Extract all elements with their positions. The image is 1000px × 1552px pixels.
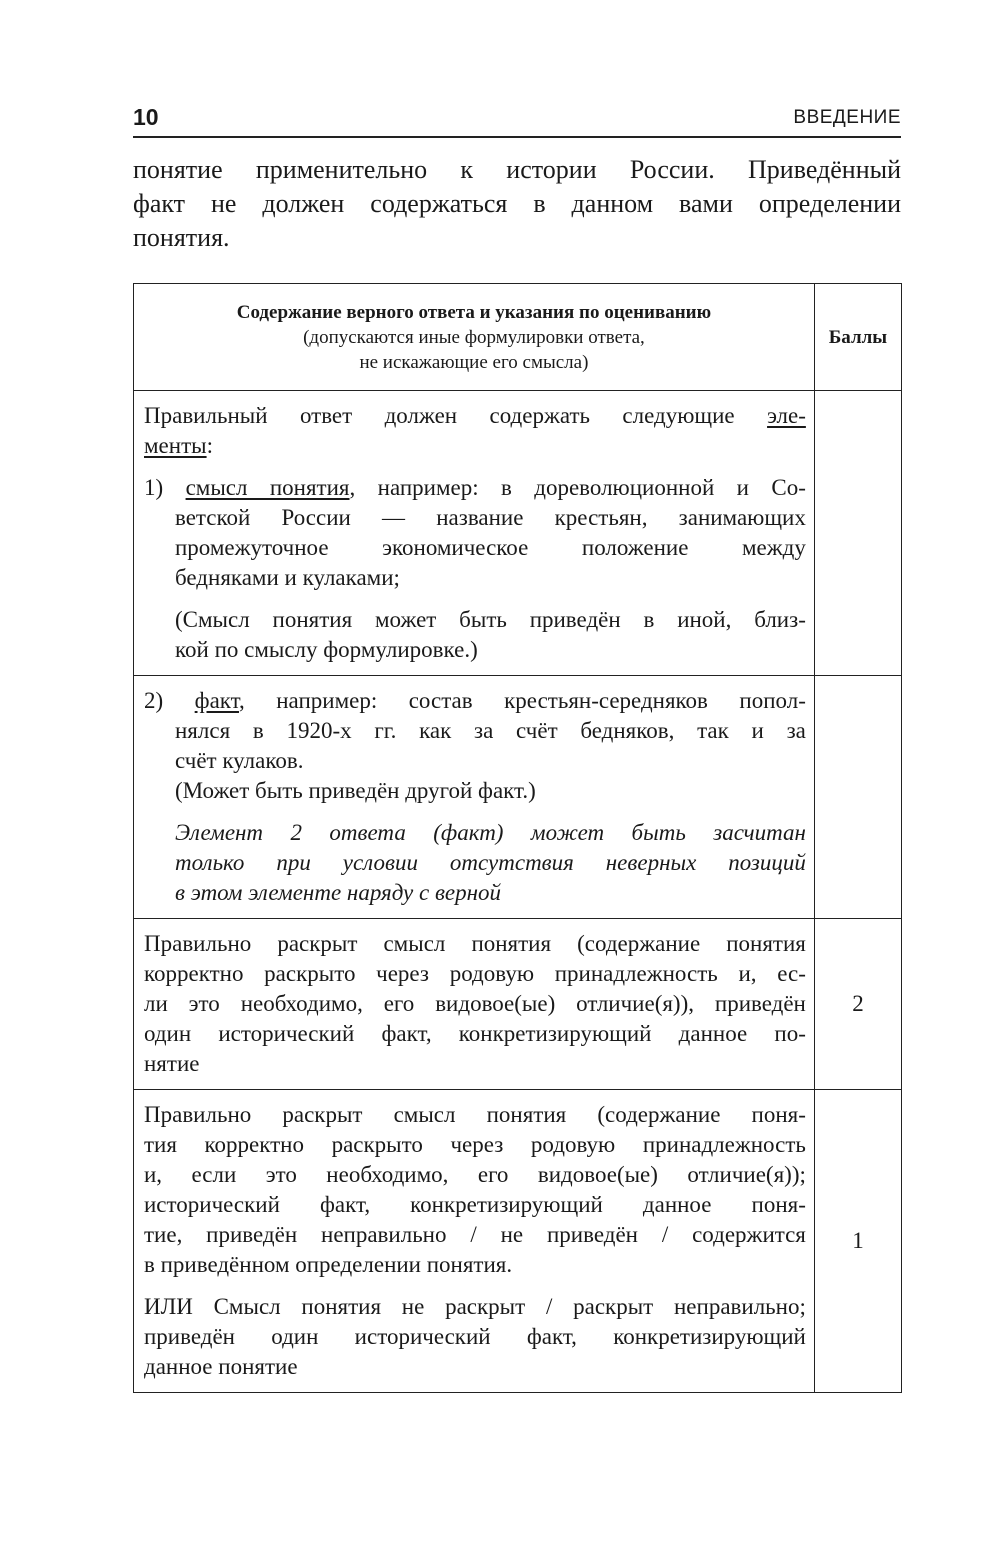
text-line: 2) факт, например: состав крестьян-середняков попол- <box>144 688 806 713</box>
criteria-paragraph <box>144 1100 806 1280</box>
text-line: тие, приведён неправильно / не приведён / содержится <box>144 1222 806 1247</box>
section-title: ВВЕДЕНИЕ <box>793 107 901 128</box>
criteria-paragraph <box>144 686 806 776</box>
underlined-term: эле- <box>767 403 806 428</box>
text-line: приведён один исторический факт, конкретизирующий <box>144 1324 806 1349</box>
criteria-paragraph <box>144 1292 806 1382</box>
text-line: ветской России — название крестьян, занимающих <box>175 505 806 530</box>
criteria-cell <box>134 1090 815 1393</box>
page-number: 10 <box>133 104 159 130</box>
intro-line: факт не должен содержаться в данном вами определении <box>133 189 901 218</box>
text-line: корректно раскрыто через родовую принадлежность и, ес- <box>144 961 806 986</box>
criteria-paragraph <box>144 473 806 593</box>
table-row <box>134 919 902 1090</box>
text-line: (Смысл понятия может быть приведён в иной, близ- <box>175 607 806 632</box>
table-header-row <box>134 284 902 391</box>
underlined-term: факт <box>194 688 239 713</box>
underlined-term: менты <box>144 433 207 458</box>
criteria-paragraph <box>144 401 806 461</box>
text-line: бедняками и кулаками; <box>175 565 400 590</box>
text-line: нятие <box>144 1051 200 1076</box>
grading-table <box>133 283 902 1393</box>
text-line: в этом элементе наряду с верной <box>175 880 502 905</box>
intro-line: понятия. <box>133 223 230 252</box>
table-row <box>134 1090 902 1393</box>
text-line: промежуточное экономическое положение между <box>175 535 806 560</box>
content-header-note: не искажающие его смысла) <box>359 351 589 373</box>
text-line: менты: <box>144 433 213 458</box>
text-line: и, если это необходимо, его видовое(ые) отличие(я)); <box>144 1162 806 1187</box>
score-header-label: Баллы <box>828 326 888 348</box>
text-line: счёт кулаков. <box>175 748 304 773</box>
intro-text <box>133 153 901 255</box>
criteria-cell <box>134 391 815 676</box>
text-line: Правильно раскрыт смысл понятия (содержание поня- <box>144 1102 806 1127</box>
criteria-paragraph <box>144 776 806 806</box>
content-header <box>134 284 815 391</box>
text-line: в приведённом определении понятия. <box>144 1252 513 1277</box>
underlined-term: смысл понятия <box>185 475 350 500</box>
text-line: исторический факт, конкретизирующий данное поня- <box>144 1192 806 1217</box>
text-line: нялся в 1920-х гг. как за счёт бедняков, так и за <box>175 718 806 743</box>
text-line: ли это необходимо, его видовое(ые) отличие(я)), приведён <box>144 991 806 1016</box>
score-cell <box>814 676 901 919</box>
running-head <box>133 104 901 138</box>
score-cell: 1 <box>814 1090 901 1393</box>
text-line: кой по смыслу формулировке.) <box>175 637 478 662</box>
text-line: ИЛИ Смысл понятия не раскрыт / раскрыт неправильно; <box>144 1294 806 1319</box>
criteria-cell <box>134 919 815 1090</box>
criteria-paragraph <box>144 929 806 1079</box>
table-row <box>134 391 902 676</box>
criteria-paragraph <box>144 818 806 908</box>
criteria-cell <box>134 676 815 919</box>
text-line: один исторический факт, конкретизирующий данное по- <box>144 1021 806 1046</box>
text-line: Правильно раскрыт смысл понятия (содержание понятия <box>144 931 806 956</box>
score-cell: 2 <box>814 919 901 1090</box>
text-line: 1) смысл понятия, например: в дореволюционной и Со- <box>144 475 806 500</box>
text-line: только при условии отсутствия неверных позиций <box>175 850 806 875</box>
score-cell <box>814 391 901 676</box>
intro-line: понятие применительно к истории России. Приведённый <box>133 155 901 184</box>
table-row <box>134 676 902 919</box>
content-header-note: (допускаются иные формулировки ответа, <box>303 326 645 348</box>
text-line: (Может быть приведён другой факт.) <box>175 778 536 803</box>
criteria-paragraph <box>144 605 806 665</box>
score-header <box>814 284 901 391</box>
content-header-title: Содержание верного ответа и указания по оцениванию <box>236 301 712 323</box>
text-line: тия корректно раскрыто через родовую принадлежность <box>144 1132 806 1157</box>
text-line: Элемент 2 ответа (факт) может быть засчитан <box>175 820 806 845</box>
text-line: данное понятие <box>144 1354 298 1379</box>
text-line: Правильный ответ должен содержать следующие эле- <box>144 403 806 428</box>
